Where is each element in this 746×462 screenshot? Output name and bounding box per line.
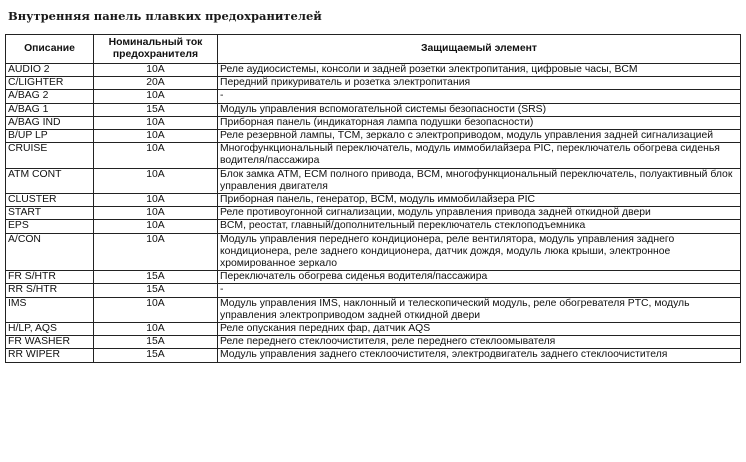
fuse-element-cell: Реле опускания передних фар, датчик AQS — [218, 323, 741, 336]
table-row — [6, 64, 741, 77]
table-row — [6, 103, 741, 116]
fuse-element-cell: Переключатель обогрева сиденья водителя/пассажира — [218, 271, 741, 284]
table-row — [6, 90, 741, 103]
fuse-element-cell: Реле переднего стеклоочистителя, реле переднего стеклоомывателя — [218, 336, 741, 349]
header-element: Защищаемый элемент — [218, 35, 741, 64]
table-row — [6, 297, 741, 322]
table-row — [6, 130, 741, 143]
fuse-name-cell: FR S/HTR — [6, 271, 94, 284]
table-body — [6, 64, 741, 363]
fuse-element-cell: Реле аудиосистемы, консоли и задней розетки электропитания, цифровые часы, BCM — [218, 64, 741, 77]
table-row — [6, 168, 741, 193]
header-current: Номинальный ток предохранителя — [94, 35, 218, 64]
fuse-name-cell: IMS — [6, 297, 94, 322]
fuse-current-cell: 15A — [94, 271, 218, 284]
fuse-element-cell: Приборная панель, генератор, BCM, модуль иммобилайзера PIC — [218, 194, 741, 207]
table-row — [6, 77, 741, 90]
fuse-element-cell: Модуль управления вспомогательной системы безопасности (SRS) — [218, 103, 741, 116]
fuse-name-cell: C/LIGHTER — [6, 77, 94, 90]
fuse-current-cell: 10A — [94, 297, 218, 322]
fuse-element-cell: Реле противоугонной сигнализации, модуль управления привода задней откидной двери — [218, 207, 741, 220]
fuse-element-cell: - — [218, 284, 741, 297]
fuse-name-cell: START — [6, 207, 94, 220]
page-title: Внутренняя панель плавких предохранителей — [8, 9, 322, 23]
table-row — [6, 336, 741, 349]
fuse-current-cell: 10A — [94, 116, 218, 129]
fuse-current-cell: 15A — [94, 336, 218, 349]
fuse-current-cell: 15A — [94, 103, 218, 116]
fuse-name-cell: EPS — [6, 220, 94, 233]
fuse-element-cell: BCM, реостат, главный/дополнительный переключатель стеклоподъемника — [218, 220, 741, 233]
fuse-current-cell: 10A — [94, 130, 218, 143]
fuse-name-cell: RR WIPER — [6, 349, 94, 362]
table-row — [6, 207, 741, 220]
table-row — [6, 220, 741, 233]
fuse-current-cell: 10A — [94, 168, 218, 193]
fuse-element-cell: Приборная панель (индикаторная лампа подушки безопасности) — [218, 116, 741, 129]
fuse-current-cell: 10A — [94, 90, 218, 103]
fuse-name-cell: ATM CONT — [6, 168, 94, 193]
fuse-element-cell: Передний прикуриватель и розетка электропитания — [218, 77, 741, 90]
table-row — [6, 143, 741, 168]
fuse-element-cell: Реле резервной лампы, TCM, зеркало с электроприводом, модуль управления задней сигнализацией — [218, 130, 741, 143]
fuse-current-cell: 15A — [94, 284, 218, 297]
fuse-current-cell: 10A — [94, 64, 218, 77]
fuse-name-cell: A/CON — [6, 233, 94, 271]
fuse-name-cell: RR S/HTR — [6, 284, 94, 297]
fuse-name-cell: AUDIO 2 — [6, 64, 94, 77]
fuse-table — [5, 34, 741, 363]
fuse-current-cell: 10A — [94, 207, 218, 220]
fuse-current-cell: 10A — [94, 194, 218, 207]
fuse-element-cell: - — [218, 90, 741, 103]
fuse-name-cell: A/BAG 1 — [6, 103, 94, 116]
fuse-element-cell: Модуль управления заднего стеклоочистителя, электродвигатель заднего стеклоочистителя — [218, 349, 741, 362]
fuse-current-cell: 10A — [94, 220, 218, 233]
fuse-element-cell: Модуль управления IMS, наклонный и телескопический модуль, реле обогревателя PTC, модуль управления электроприводом задней откидной двери — [218, 297, 741, 322]
fuse-name-cell: CLUSTER — [6, 194, 94, 207]
table-header-row — [6, 35, 741, 64]
fuse-current-cell: 15A — [94, 349, 218, 362]
fuse-current-cell: 10A — [94, 233, 218, 271]
fuse-name-cell: H/LP, AQS — [6, 323, 94, 336]
table-row — [6, 323, 741, 336]
fuse-current-cell: 10A — [94, 323, 218, 336]
fuse-element-cell: Многофункциональный переключатель, модуль иммобилайзера PIC, переключатель обогрева сиденья водителя/пассажира — [218, 143, 741, 168]
table-row — [6, 284, 741, 297]
table-row — [6, 116, 741, 129]
fuse-name-cell: CRUISE — [6, 143, 94, 168]
fuse-current-cell: 20A — [94, 77, 218, 90]
table-row — [6, 349, 741, 362]
fuse-name-cell: A/BAG 2 — [6, 90, 94, 103]
fuse-name-cell: B/UP LP — [6, 130, 94, 143]
fuse-element-cell: Модуль управления переднего кондиционера, реле вентилятора, модуль управления заднего кондиционера, реле заднего кондиционера, датчик дождя, модуль люка крыши, электронное хромированное зеркало — [218, 233, 741, 271]
fuse-element-cell: Блок замка ATM, ECM полного привода, BCM, многофункциональный переключатель, полуактивный блок управления двигателя — [218, 168, 741, 193]
table-row — [6, 233, 741, 271]
table-row — [6, 194, 741, 207]
fuse-name-cell: FR WASHER — [6, 336, 94, 349]
fuse-current-cell: 10A — [94, 143, 218, 168]
table-row — [6, 271, 741, 284]
header-name: Описание — [6, 35, 94, 64]
fuse-name-cell: A/BAG IND — [6, 116, 94, 129]
